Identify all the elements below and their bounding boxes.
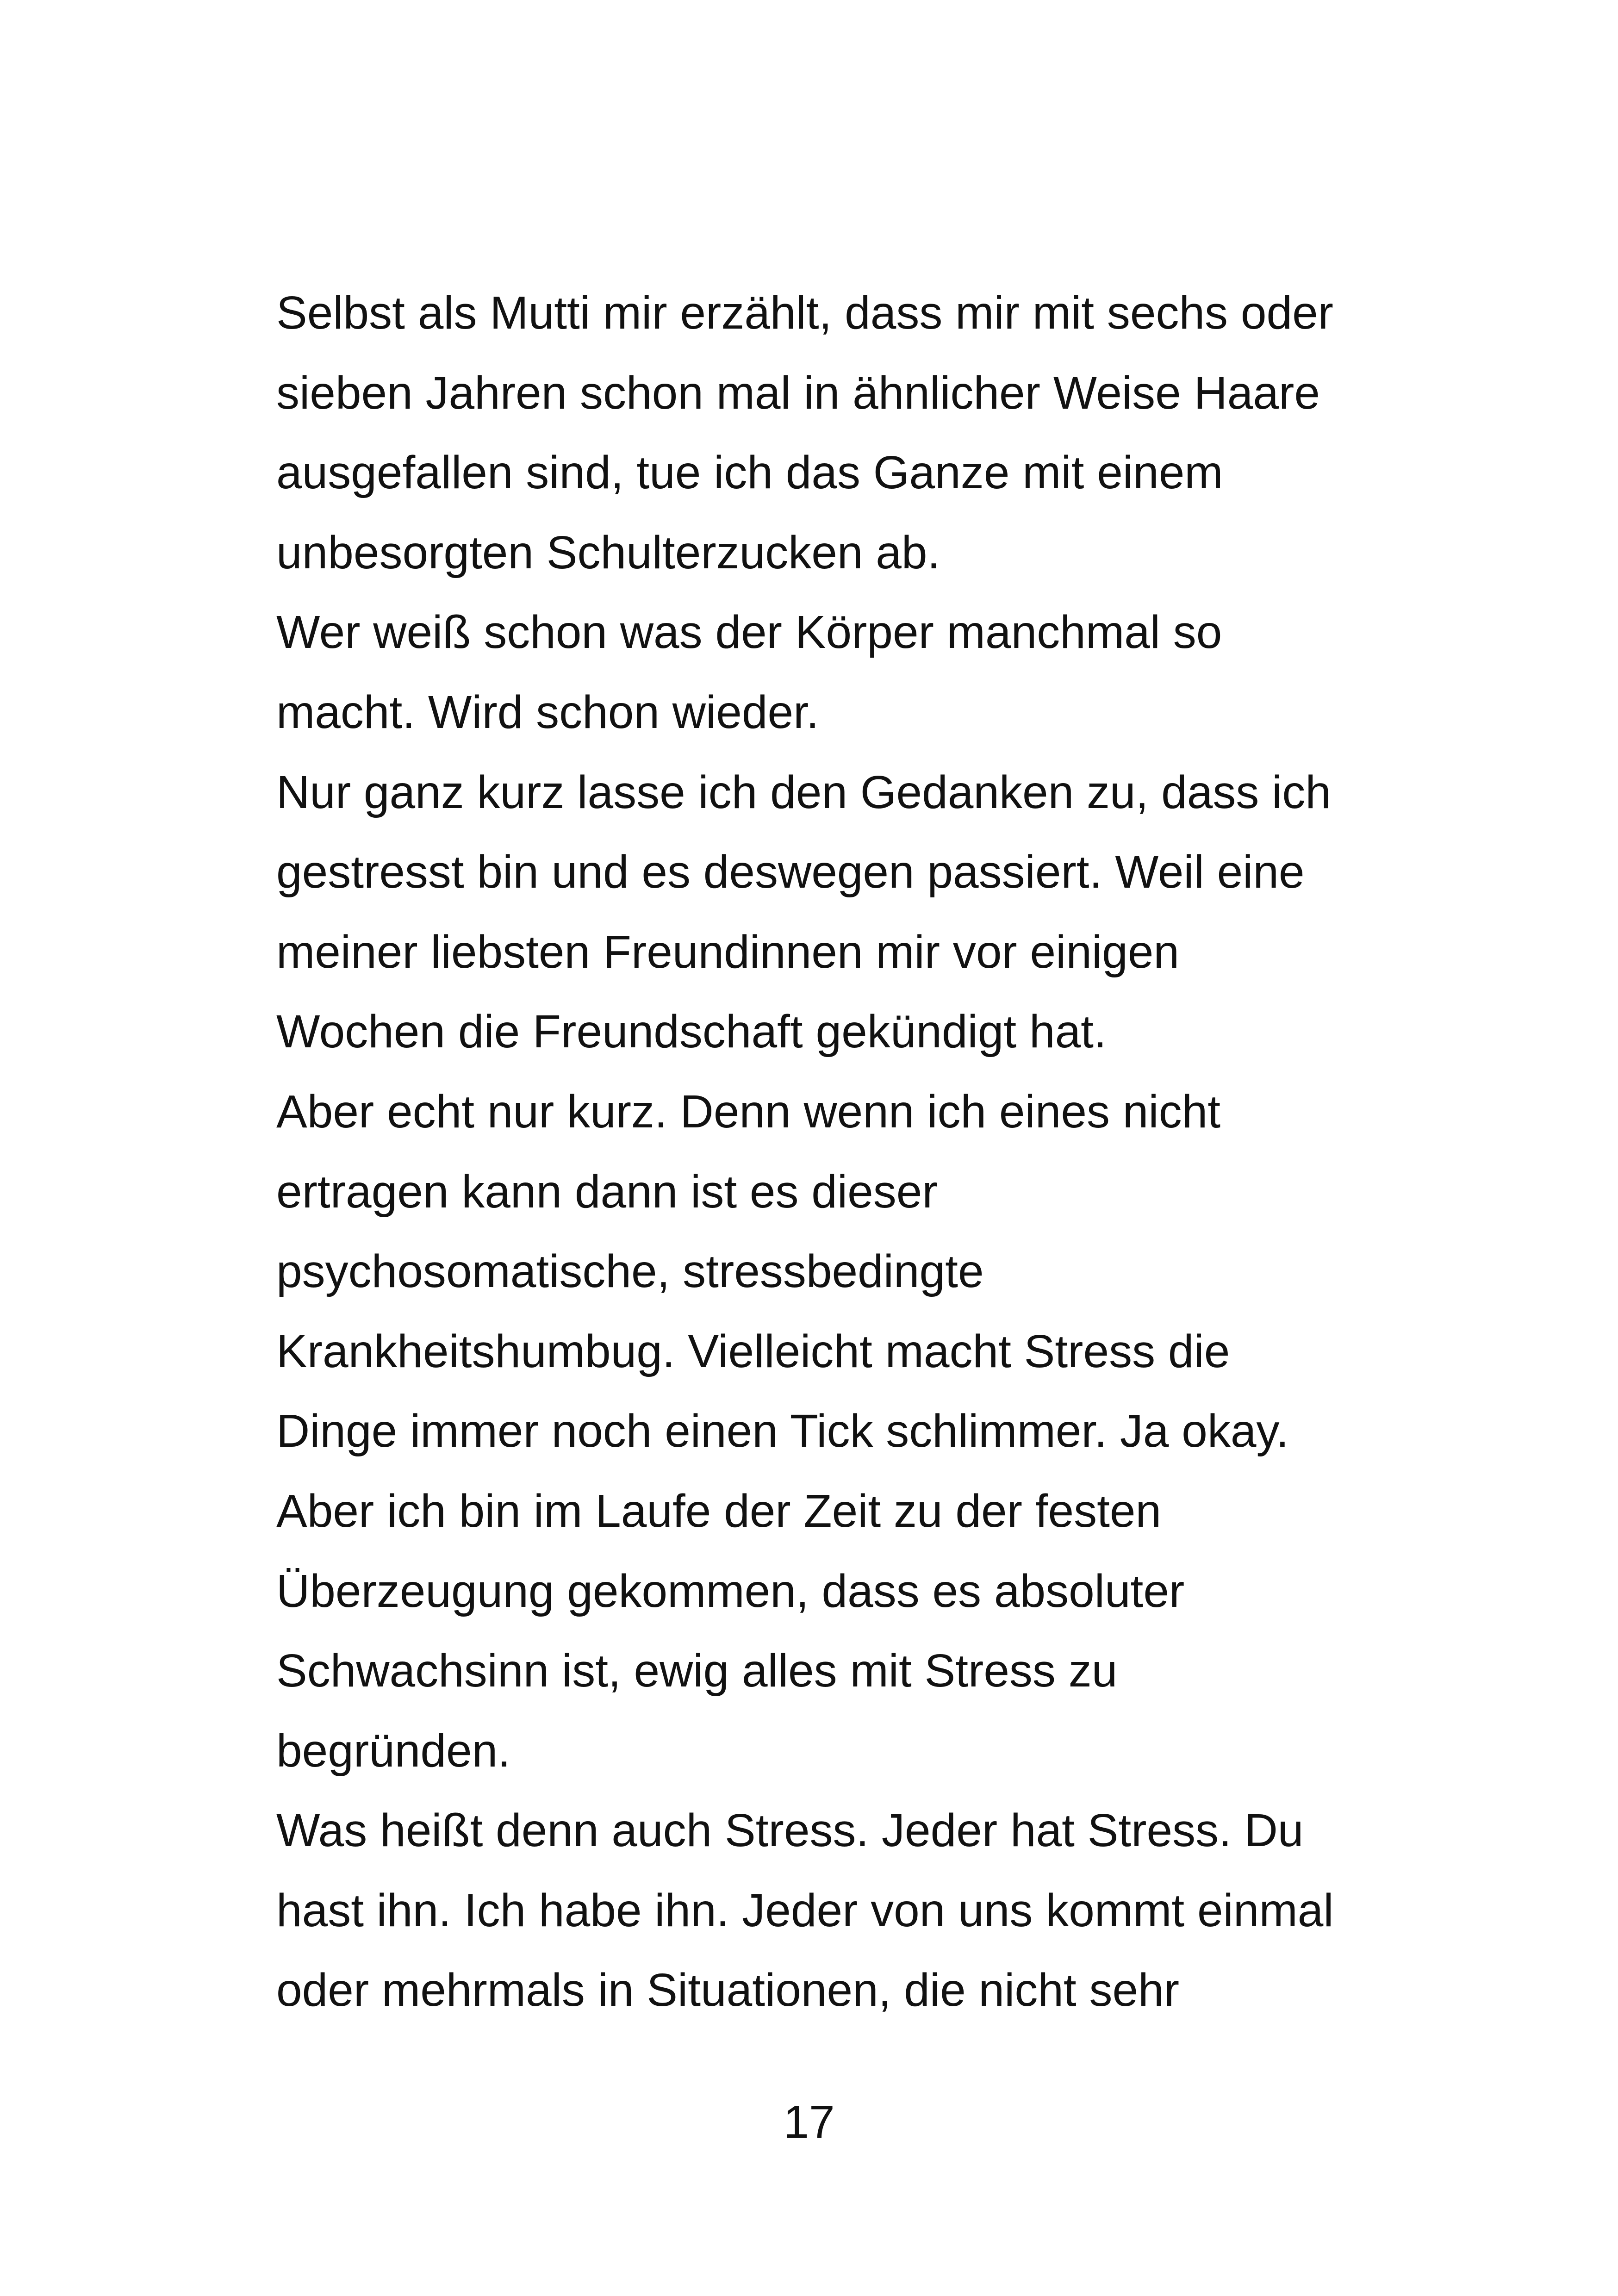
- text-line: Was heißt denn auch Stress. Jeder hat Stress. Du: [276, 1804, 1304, 1857]
- text-line: sieben Jahren schon mal in ähnlicher Weise Haare: [276, 367, 1320, 419]
- text-line: Schwachsinn ist, ewig alles mit Stress zu: [276, 1645, 1118, 1697]
- text-line: ausgefallen sind, tue ich das Ganze mit einem: [276, 447, 1223, 499]
- text-line: Nur ganz kurz lasse ich den Gedanken zu, dass ich: [276, 766, 1332, 818]
- text-line: meiner liebsten Freundinnen mir vor einigen: [276, 926, 1180, 978]
- text-line: unbesorgten Schulterzucken ab.: [276, 526, 940, 579]
- text-line: psychosomatische, stressbedingte: [276, 1245, 984, 1298]
- text-line: Wer weiß schon was der Körper manchmal so: [276, 606, 1222, 659]
- text-line: begründen.: [276, 1724, 511, 1777]
- text-line: Aber ich bin im Laufe der Zeit zu der festen: [276, 1485, 1162, 1537]
- text-line: Krankheitshumbug. Vielleicht macht Stress die: [276, 1325, 1230, 1377]
- text-line: Aber echt nur kurz. Denn wenn ich eines nicht: [276, 1085, 1220, 1138]
- text-line: ertragen kann dann ist es dieser: [276, 1165, 938, 1218]
- text-line: Überzeugung gekommen, dass es absoluter: [276, 1565, 1185, 1617]
- text-line: hast ihn. Ich habe ihn. Jeder von uns kommt einmal: [276, 1884, 1334, 1936]
- text-line: gestresst bin und es deswegen passiert. Weil eine: [276, 846, 1305, 898]
- text-line: oder mehrmals in Situationen, die nicht sehr: [276, 1964, 1180, 2016]
- text-line: Selbst als Mutti mir erzählt, dass mir mit sechs oder: [276, 287, 1333, 339]
- text-line: macht. Wird schon wieder.: [276, 686, 819, 738]
- text-line: Dinge immer noch einen Tick schlimmer. Ja okay.: [276, 1405, 1289, 1457]
- page-number: 17: [783, 2096, 835, 2148]
- text-line: Wochen die Freundschaft gekündigt hat.: [276, 1006, 1107, 1058]
- body-text: [276, 273, 1387, 2030]
